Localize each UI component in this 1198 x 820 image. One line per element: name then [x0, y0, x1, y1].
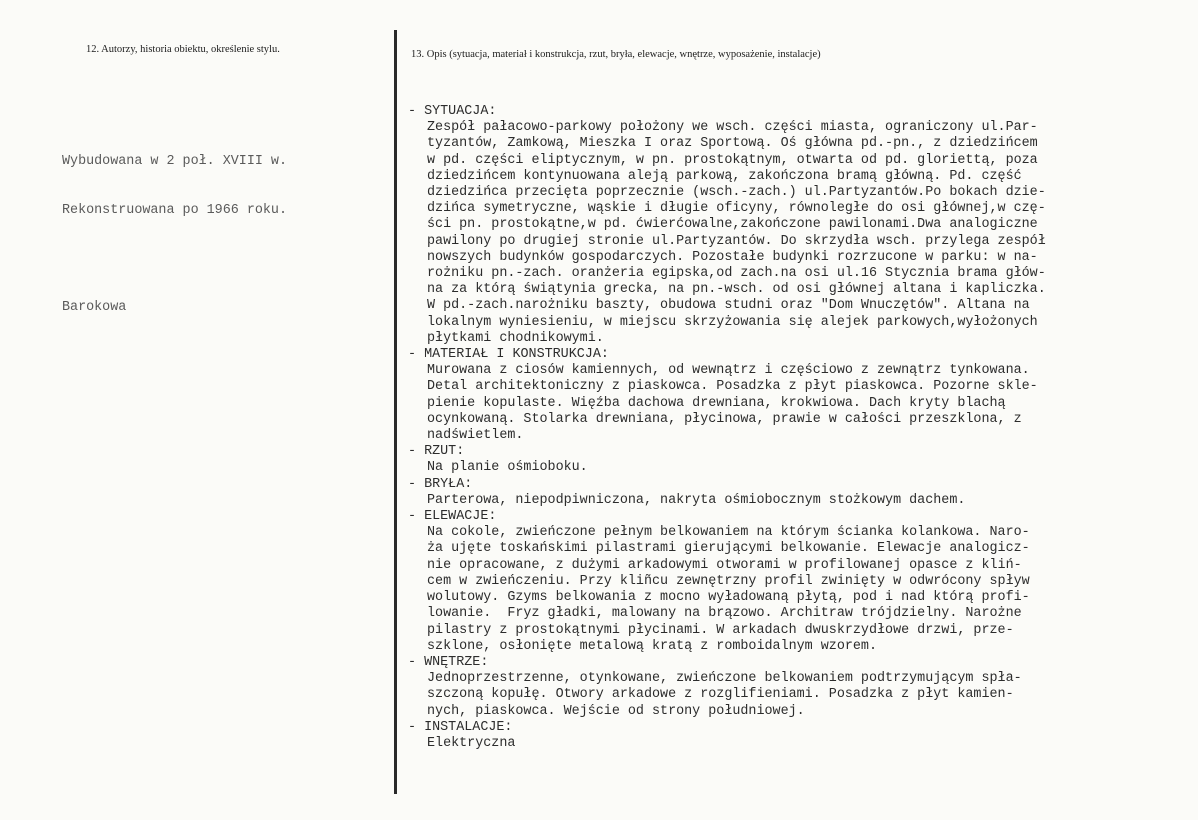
- description-line: ża ujęte toskańskimi pilastrami gierującymi belkowanie. Elewacje analogicz-: [427, 541, 1030, 557]
- right-column: [400, 0, 1198, 820]
- section-label: - RZUT:: [408, 444, 465, 460]
- description-line: dzińca symetryczne, wąskie i długie oficyny, równoległe do osi głównej,w czę-: [427, 201, 1046, 217]
- section-label: - MATERIAŁ I KONSTRUKCJA:: [408, 347, 609, 363]
- description-line: dziedzińcem kontynuowana aleją parkową, zakończona bramą główną. Pd. część: [427, 168, 1022, 184]
- description-line: wolutowy. Gzyms belkowania z mocno wyładowaną płytą, pod i nad którą profi-: [427, 590, 1030, 606]
- description-line: w pd. części eliptycznym, w pn. prostokątnym, otwarta od pd. gloriettą, poza: [427, 152, 1038, 168]
- description-line: nadświetlem.: [427, 428, 524, 444]
- description-line: nowszych budynków gospodarczych. Pozostałe budynki rozrzucone w parku: w na-: [427, 249, 1038, 265]
- section-label: - WNĘTRZE:: [408, 654, 489, 670]
- description-line: Na planie ośmioboku.: [427, 460, 588, 476]
- section-12-heading: 12. Autorzy, historia obiektu, określenie stylu.: [86, 44, 280, 55]
- description-line: dziedzińca przecięta poprzecznie (wsch.-zach.) ul.Partyzantów.Po bokach dzie-: [427, 185, 1046, 201]
- description-line: nych, piaskowca. Wejście od strony południowej.: [427, 703, 805, 719]
- description-line: płytkami chodnikowymi.: [427, 330, 604, 346]
- description-line: ści pn. prostokątne,w pd. ćwierćowalne,zakończone pawilonami.Dwa analogiczne: [427, 217, 1038, 233]
- description-line: Na cokole, zwieńczone pełnym belkowaniem na którym ścianka kolankowa. Naro-: [427, 525, 1030, 541]
- history-line: Wybudowana w 2 poł. XVIII w.: [62, 154, 287, 170]
- left-column: [0, 0, 390, 820]
- description-line: na za którą świątynia grecka, na pn.-wsch. od osi głównej altana i kapliczka.: [427, 282, 1046, 298]
- section-label: - INSTALACJE:: [408, 719, 513, 735]
- description-line: pawilony po drugiej stronie ul.Partyzantów. Do skrzydła wsch. przylega zespół: [427, 233, 1046, 249]
- description-line: Detal architektoniczny z piaskowca. Posadzka z płyt piaskowca. Pozorne skle-: [427, 379, 1038, 395]
- style-line: Barokowa: [62, 300, 127, 316]
- description-line: szczoną kopułę. Otwory arkadowe z rozglifieniami. Posadzka z płyt kamien-: [427, 687, 1014, 703]
- description-line: nie opracowane, z dużymi arkadowymi otworami w profilowanej opasce z kliń-: [427, 557, 1022, 573]
- description-line: rożniku pn.-zach. oranżeria egipska,od zach.na osi ul.16 Stycznia brama głów-: [427, 266, 1046, 282]
- section-label: - BRYŁA:: [408, 476, 473, 492]
- description-line: Murowana z ciosów kamiennych, od wewnątrz i częściowo z zewnątrz tynkowana.: [427, 363, 1030, 379]
- description-line: cem w zwieńczeniu. Przy kliñcu zewnętrzny profil zwinięty w odwrócony spływ: [427, 573, 1030, 589]
- section-label: - SYTUACJA:: [408, 104, 497, 119]
- description-line: pienie kopulaste. Więźba dachowa drewniana, krokwiowa. Dach kryty blachą: [427, 395, 1006, 411]
- description-line: Elektryczna: [427, 735, 516, 751]
- column-divider: [394, 30, 397, 794]
- description-line: ocynkowaną. Stolarka drewniana, płycinowa, prawie w całości przeszklona, z: [427, 411, 1022, 427]
- description-line: Parterowa, niepodpiwniczona, nakryta ośmiobocznym stożkowym dachem.: [427, 492, 966, 508]
- description-line: szklone, osłonięte metalową kratą z romboidalnym wzorem.: [427, 638, 877, 654]
- description-line: Jednoprzestrzenne, otynkowane, zwieńczone belkowaniem podtrzymującym spła-: [427, 671, 1022, 687]
- description-line: lowanie. Fryz gładki, malowany na brązowo. Architraw trójdzielny. Narożne: [427, 606, 1022, 622]
- authors-history-style-text: [62, 122, 287, 349]
- description-line: lokalnym wyniesieniu, w miejscu skrzyżowania się alejek parkowych,wyłożonych: [427, 314, 1038, 330]
- section-13-heading: 13. Opis (sytuacja, materiał i konstrukcja, rzut, bryła, elewacje, wnętrze, wyposażenie, instalacje): [411, 49, 821, 60]
- description-line: tyzantów, Zamkową, Mieszka I oraz Sportową. Oś główna pd.-pn., z dziedzińcem: [427, 136, 1038, 152]
- description-line: pilastry z prostokątnymi płycinami. W arkadach dwuskrzydłowe drzwi, prze-: [427, 622, 1014, 638]
- history-line: Rekonstruowana po 1966 roku.: [62, 203, 287, 219]
- description-text: [408, 104, 1046, 752]
- description-line: W pd.-zach.narożniku baszty, obudowa studni oraz "Dom Wnuczętów". Altana na: [427, 298, 1030, 314]
- description-line: Zespół pałacowo-parkowy położony we wsch. części miasta, ograniczony ul.Par-: [427, 120, 1038, 136]
- section-label: - ELEWACJE:: [408, 509, 497, 525]
- blank-line: [62, 252, 287, 268]
